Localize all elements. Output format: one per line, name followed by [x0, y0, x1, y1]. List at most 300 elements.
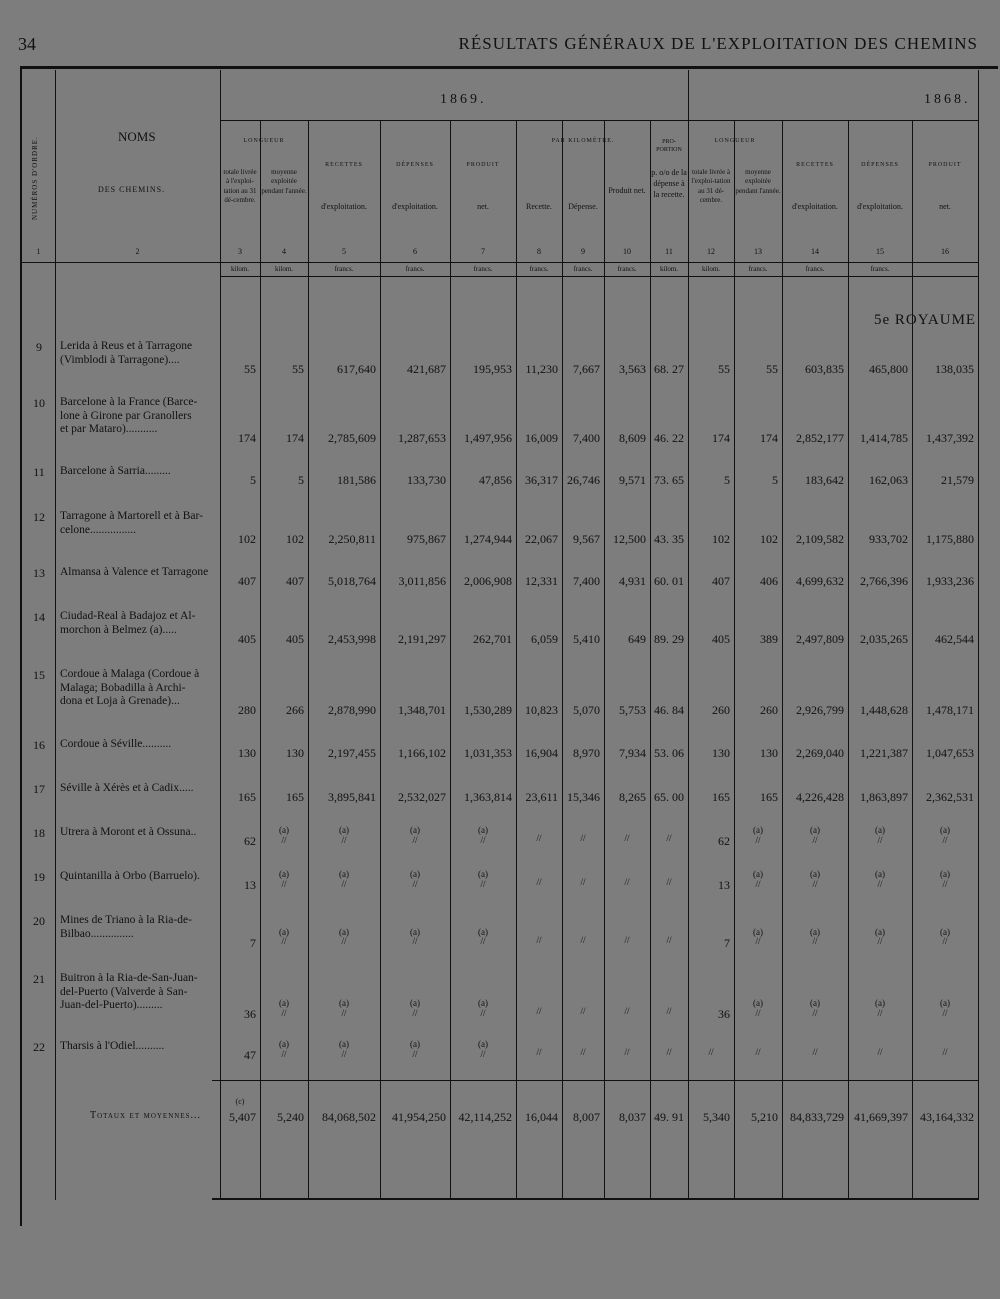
column-rule: [650, 120, 651, 1200]
row-number: 16: [33, 738, 45, 752]
cell-value: 2,497,809: [796, 631, 844, 646]
column-number: 8: [537, 247, 541, 256]
cell-value: 36: [244, 1007, 256, 1021]
value-mark: (a) //: [940, 926, 950, 947]
cell-value: 2,766,396: [860, 574, 908, 588]
cell-value: 7: [250, 935, 256, 950]
header-recettes: RECETTES: [796, 162, 834, 168]
cell-value: 7,400: [573, 574, 600, 588]
cell-value: 6,059: [531, 631, 558, 646]
cell-value: 174: [238, 431, 256, 445]
value-mark: (a) //: [753, 869, 763, 889]
totals-label: Totaux et moyennes...: [90, 1110, 201, 1121]
cell-value: 5: [298, 473, 304, 487]
year-1869: 1869.: [440, 92, 487, 107]
railway-name: Tarragone à Martorell et à Bar- celone................: [60, 510, 203, 536]
cell-value: 3,563: [619, 361, 646, 376]
total-value: 5,340: [703, 1110, 730, 1124]
value-mark: (a) //: [810, 825, 820, 845]
row-number: 20: [33, 914, 45, 928]
value-mark: (a) //: [940, 869, 950, 889]
unit-label: francs.: [748, 265, 768, 273]
noms-label: NOMS: [118, 129, 156, 144]
value-mark: (a) //: [810, 869, 820, 889]
cell-value: 1,287,653: [398, 431, 446, 445]
value-mark: (a) //: [940, 825, 950, 845]
cell-value: 10,823: [525, 703, 558, 717]
cell-value: 181,586: [337, 473, 376, 487]
unit-label: francs.: [617, 265, 637, 273]
header-moyenne: moyenne exploitée pendant l'année.: [261, 168, 307, 195]
cell-value: 1,274,944: [464, 531, 512, 546]
cell-value: 26,746: [567, 473, 600, 487]
value-mark: //: [755, 1047, 761, 1057]
cell-value: 8,970: [573, 746, 600, 760]
unit-rule: [220, 276, 978, 277]
row-number: 14: [33, 610, 45, 624]
cell-value: 2,453,998: [328, 631, 376, 646]
cell-value: 1,047,653: [926, 746, 974, 760]
cell-value: 130: [286, 746, 304, 760]
cell-value: 421,687: [407, 361, 446, 376]
header-recette: Recette.: [526, 202, 552, 211]
column-rule: [848, 120, 849, 1200]
header-net: net.: [477, 202, 489, 211]
value-mark: (a) //: [410, 998, 420, 1018]
cell-value: 1,863,897: [860, 790, 908, 804]
value-mark: (a) //: [810, 998, 820, 1018]
cell-value: 2,269,040: [796, 746, 844, 760]
header-moyenne: moyenne exploitée pendant l'année.: [735, 168, 781, 195]
value-mark: //: [580, 833, 586, 843]
cell-value: 3,011,856: [398, 574, 446, 588]
railway-name: Lerida à Reus et à Tarragone (Vimblodi à Tarragone)....: [60, 340, 193, 366]
longueur-1869: LONGUEUR: [243, 138, 285, 144]
cell-value: 2,878,990: [328, 703, 376, 717]
cell-value: 62: [718, 834, 730, 848]
des-chemins-label: DES CHEMINS.: [98, 185, 166, 194]
cell-value: 1,363,814: [464, 790, 512, 804]
row-number: 21: [33, 972, 45, 986]
cell-value: 65. 00: [654, 790, 684, 804]
column-number: 1: [36, 247, 41, 256]
value-mark: //: [536, 934, 542, 945]
value-mark: //: [666, 1006, 672, 1016]
cell-value: 102: [286, 531, 304, 546]
cell-value: 165: [760, 790, 778, 804]
column-number: 11: [665, 247, 673, 256]
column-number: 14: [811, 247, 819, 256]
column-number: 9: [581, 247, 585, 256]
railway-name: Quintanilla à Orbo (Barruelo).: [60, 870, 200, 882]
row-number: 13: [33, 566, 45, 580]
cell-value: 162,063: [869, 473, 908, 487]
cell-value: 5,070: [573, 703, 600, 717]
numeros-label: NUMÉROS D'ORDRE.: [31, 136, 39, 220]
total-value: 84,833,729: [790, 1110, 844, 1124]
column-number: 6: [413, 247, 417, 256]
value-mark: (a) //: [753, 926, 763, 947]
column-rule: [260, 120, 261, 1200]
value-mark: //: [812, 1047, 818, 1057]
value-mark: //: [580, 1047, 586, 1057]
cell-value: 68. 27: [654, 361, 684, 376]
cell-value: 1,448,628: [860, 703, 908, 717]
cell-value: 5: [250, 473, 256, 487]
header-depense: Dépense.: [568, 202, 598, 211]
header-produit: PRODUIT: [928, 162, 962, 168]
cell-value: 2,785,609: [328, 431, 376, 445]
value-mark: //: [624, 934, 630, 945]
cell-value: 12,331: [525, 574, 558, 588]
header-d_exploitation: d'exploitation.: [857, 202, 903, 211]
total-value: 8,007: [573, 1110, 600, 1124]
cell-value: 2,926,799: [796, 703, 844, 717]
value-mark: //: [624, 877, 630, 887]
cell-value: 3,895,841: [328, 790, 376, 804]
railway-name: Buitron à la Ria-de-San-Juan- del-Puerto (Valverde à San- Juan-del-Puerto).........: [60, 972, 198, 1012]
cell-value: 5,753: [619, 703, 646, 717]
value-mark: (a) //: [478, 869, 488, 889]
unit-label: kilom.: [701, 265, 721, 273]
railway-name: Séville à Xérès et à Cadix.....: [60, 782, 194, 794]
unit-label: kilom.: [230, 265, 250, 273]
cell-value: 407: [238, 574, 256, 588]
cell-value: 266: [286, 703, 304, 717]
unit-label: francs.: [473, 265, 493, 273]
value-mark: (a) //: [339, 825, 349, 845]
totals-note: (c): [235, 1097, 245, 1106]
value-mark: (a) //: [279, 869, 289, 889]
cell-value: 43. 35: [654, 531, 684, 546]
value-mark: (a) //: [753, 998, 763, 1018]
cell-value: 405: [712, 631, 730, 646]
cell-value: 130: [712, 746, 730, 760]
header-net: net.: [939, 202, 951, 211]
totals-rule: [212, 1080, 978, 1081]
cell-value: 407: [286, 574, 304, 588]
cell-value: 23,611: [525, 790, 558, 804]
total-value: 16,044: [525, 1110, 558, 1124]
cell-value: 47: [244, 1048, 256, 1062]
unit-label: francs.: [573, 265, 593, 273]
cell-value: 174: [712, 431, 730, 445]
cell-value: 1,166,102: [398, 746, 446, 760]
value-mark: (a) //: [940, 998, 950, 1018]
row-number: 12: [33, 510, 45, 524]
par-kilometre: PAR KILOMÈTRE.: [551, 138, 615, 144]
cell-value: 975,867: [407, 531, 446, 546]
railway-name: Mines de Triano à la Ria-de- Bilbao...............: [60, 914, 192, 940]
unit-label: kilom.: [274, 265, 294, 273]
cell-value: 165: [286, 790, 304, 804]
column-rule: [308, 120, 309, 1200]
cell-value: 15,346: [567, 790, 600, 804]
cell-value: 1,414,785: [860, 431, 908, 445]
column-number: 4: [282, 247, 286, 256]
row-number: 15: [33, 668, 45, 682]
value-mark: (a) //: [279, 1039, 289, 1059]
cell-value: 60. 01: [654, 574, 684, 588]
header-depenses: DÉPENSES: [396, 162, 434, 168]
cell-value: 1,530,289: [464, 703, 512, 717]
cell-value: 5: [724, 473, 730, 487]
value-mark: (a) //: [410, 926, 420, 947]
cell-value: 22,067: [525, 531, 558, 546]
value-mark: (a) //: [875, 825, 885, 845]
header-d_exploitation: d'exploitation.: [392, 202, 438, 211]
cell-value: 8,609: [619, 431, 646, 445]
cell-value: 165: [712, 790, 730, 804]
value-mark: //: [624, 1047, 630, 1057]
cell-value: 260: [712, 703, 730, 717]
value-mark: //: [580, 934, 586, 945]
cell-value: 174: [286, 431, 304, 445]
header-recettes: RECETTES: [325, 162, 363, 168]
cell-value: 174: [760, 431, 778, 445]
column-rule: [978, 70, 979, 1200]
row-number: 10: [33, 396, 45, 410]
header-pct: p. o/o de la dépense à la recette.: [651, 168, 687, 199]
value-mark: //: [536, 877, 542, 887]
cell-value: 47,856: [479, 473, 512, 487]
cell-value: 9,571: [619, 473, 646, 487]
header-totale: totale livrée à l'exploi-tation au 31 dé-cembre.: [223, 168, 257, 205]
cell-value: 165: [238, 790, 256, 804]
value-mark: (a) //: [478, 998, 488, 1018]
cell-value: 46. 22: [654, 431, 684, 445]
value-mark: (a) //: [279, 926, 289, 947]
cell-value: 102: [238, 531, 256, 546]
cell-value: 7,667: [573, 361, 600, 376]
value-mark: //: [666, 877, 672, 887]
railway-name: Cordoue à Séville..........: [60, 738, 172, 750]
row-number: 18: [33, 826, 45, 840]
cell-value: 2,532,027: [398, 790, 446, 804]
header-depenses: DÉPENSES: [861, 162, 899, 168]
cell-value: 195,953: [473, 361, 512, 376]
cell-value: 406: [760, 574, 778, 588]
cell-value: 280: [238, 703, 256, 717]
cell-value: 1,175,880: [926, 531, 974, 546]
cell-value: 183,642: [805, 473, 844, 487]
cell-value: 55: [244, 361, 256, 376]
row-number: 22: [33, 1040, 45, 1054]
value-mark: (a) //: [875, 869, 885, 889]
value-mark: (a) //: [279, 998, 289, 1018]
header-totale: totale livrée à l'exploi-tation au 31 dé-cembre.: [691, 168, 731, 205]
value-mark: (a) //: [810, 926, 820, 947]
total-value: 5,210: [751, 1110, 778, 1124]
total-value: 5,240: [277, 1110, 304, 1124]
cell-value: 89. 29: [654, 631, 684, 646]
cell-value: 260: [760, 703, 778, 717]
header-rule: [22, 262, 978, 263]
column-number: 13: [754, 247, 762, 256]
cell-value: 2,197,455: [328, 746, 376, 760]
value-mark: //: [536, 1047, 542, 1057]
cell-value: 46. 84: [654, 703, 684, 717]
value-mark: //: [666, 1047, 672, 1057]
unit-label: francs.: [805, 265, 825, 273]
cell-value: 21,579: [941, 473, 974, 487]
railway-name: Utrera à Moront et à Ossuna..: [60, 826, 197, 838]
value-mark: (a) //: [410, 825, 420, 845]
cell-value: 7: [724, 935, 730, 950]
value-mark: (a) //: [478, 825, 488, 845]
value-mark: //: [580, 1006, 586, 1016]
unit-label: francs.: [405, 265, 425, 273]
cell-value: 262,701: [473, 631, 512, 646]
value-mark: //: [624, 833, 630, 843]
cell-value: 12,500: [613, 531, 646, 546]
cell-value: 5,018,764: [328, 574, 376, 588]
value-mark: //: [536, 1006, 542, 1016]
column-number: 12: [707, 247, 715, 256]
column-number: 2: [135, 247, 140, 256]
cell-value: 8,265: [619, 790, 646, 804]
column-rule: [380, 120, 381, 1200]
section-title: 5e ROYAUME: [874, 312, 977, 328]
cell-value: 36: [718, 1007, 730, 1021]
cell-value: 102: [712, 531, 730, 546]
cell-value: 73. 65: [654, 473, 684, 487]
column-rule: [450, 120, 451, 1200]
railway-name: Barcelone à la France (Barce- lone à Girone par Granollers et par Mataro)...........: [60, 396, 198, 436]
header-d_exploitation: d'exploitation.: [321, 202, 367, 211]
cell-value: 405: [238, 631, 256, 646]
cell-value: 9,567: [573, 531, 600, 546]
value-mark: (a) //: [339, 1039, 349, 1059]
cell-value: 130: [760, 746, 778, 760]
cell-value: 5: [772, 473, 778, 487]
cell-value: 1,497,956: [464, 431, 512, 445]
year-1868: 1868.: [924, 92, 971, 107]
cell-value: 7,400: [573, 431, 600, 445]
row-number: 19: [33, 870, 45, 884]
cell-value: 53. 06: [654, 746, 684, 760]
cell-value: 1,348,701: [398, 703, 446, 717]
value-mark: (a) //: [339, 869, 349, 889]
cell-value: 1,221,387: [860, 746, 908, 760]
cell-value: 2,250,811: [328, 531, 376, 546]
cell-value: 138,035: [935, 361, 974, 376]
value-mark: //: [666, 833, 672, 843]
cell-value: 2,006,908: [464, 574, 512, 588]
value-mark: (a) //: [279, 825, 289, 845]
cell-value: 462,544: [935, 631, 974, 646]
cell-value: 1,933,236: [926, 574, 974, 588]
total-value: 41,954,250: [392, 1110, 446, 1124]
cell-value: 1,437,392: [926, 431, 974, 445]
value-mark: //: [666, 934, 672, 945]
unit-label: francs.: [529, 265, 549, 273]
value-mark: (a) //: [410, 869, 420, 889]
total-value: 49. 91: [654, 1110, 684, 1124]
unit-label: francs.: [334, 265, 354, 273]
cell-value: 7,934: [619, 746, 646, 760]
cell-value: 62: [244, 834, 256, 848]
total-value: 5,407: [229, 1110, 256, 1124]
cell-value: 11,230: [525, 361, 558, 376]
total-value: 84,068,502: [322, 1110, 376, 1124]
column-rule: [516, 120, 517, 1200]
cell-value: 4,931: [619, 574, 646, 588]
longueur-1868: LONGUEUR: [714, 138, 756, 144]
row-number: 11: [33, 465, 45, 479]
cell-value: 55: [766, 361, 778, 376]
cell-value: 389: [760, 631, 778, 646]
page-title: RÉSULTATS GÉNÉRAUX DE L'EXPLOITATION DES CHEMINS: [458, 34, 978, 53]
unit-label: francs.: [870, 265, 890, 273]
column-rule: [782, 120, 783, 1200]
cell-value: 2,362,531: [926, 790, 974, 804]
page-number: 34: [18, 34, 36, 54]
column-number: 10: [623, 247, 631, 256]
cell-value: 1,478,171: [926, 703, 974, 717]
row-number: 9: [36, 340, 42, 354]
column-number: 3: [238, 247, 242, 256]
cell-value: 617,640: [337, 361, 376, 376]
column-rule: [912, 120, 913, 1200]
value-mark: (a) //: [478, 926, 488, 947]
column-rule: [734, 120, 735, 1200]
cell-value: 5,410: [573, 631, 600, 646]
value-mark: //: [536, 833, 542, 843]
value-mark: (a) //: [875, 998, 885, 1018]
cell-value: 407: [712, 574, 730, 588]
cell-value: 55: [292, 361, 304, 376]
value-mark: //: [708, 1047, 714, 1057]
column-rule: [604, 120, 605, 1200]
value-mark: (a) //: [875, 926, 885, 947]
total-value: 42,114,252: [458, 1110, 512, 1124]
total-value: 8,037: [619, 1110, 646, 1124]
header-produit: PRODUIT: [466, 162, 500, 168]
column-rule: [562, 120, 563, 1200]
value-mark: (a) //: [339, 926, 349, 947]
bottom-rule: [212, 1198, 978, 1200]
cell-value: 133,730: [407, 473, 446, 487]
unit-label: kilom.: [659, 265, 679, 273]
cell-value: 4,226,428: [796, 790, 844, 804]
cell-value: 465,800: [869, 361, 908, 376]
railway-name: Ciudad-Real à Badajoz et Al- morchon à Belmez (a).....: [60, 610, 196, 636]
railway-name: Almansa à Valence et Tarragone: [60, 566, 209, 578]
cell-value: 13: [718, 878, 730, 892]
railway-name: Cordoue à Malaga (Cordoue à Malaga; Bobadilla à Archi- dona et Loja à Grenade)...: [60, 668, 200, 708]
cell-value: 933,702: [869, 531, 908, 546]
column-number: 5: [342, 247, 346, 256]
cell-value: 603,835: [805, 361, 844, 376]
value-mark: //: [580, 877, 586, 887]
value-mark: //: [942, 1047, 948, 1057]
total-value: 43,164,332: [920, 1110, 974, 1124]
cell-value: 16,009: [525, 431, 558, 445]
header-d_exploitation: d'exploitation.: [792, 202, 838, 211]
cell-value: 2,109,582: [796, 531, 844, 546]
value-mark: (a) //: [410, 1039, 420, 1059]
cell-value: 55: [718, 361, 730, 376]
header-produit_net: Produit net.: [608, 186, 646, 195]
value-mark: (a) //: [339, 998, 349, 1018]
cell-value: 2,035,265: [860, 631, 908, 646]
cell-value: 102: [760, 531, 778, 546]
column-rule: [55, 70, 56, 1200]
cell-value: 13: [244, 878, 256, 892]
column-number: 16: [941, 247, 949, 256]
cell-value: 16,904: [525, 746, 558, 760]
